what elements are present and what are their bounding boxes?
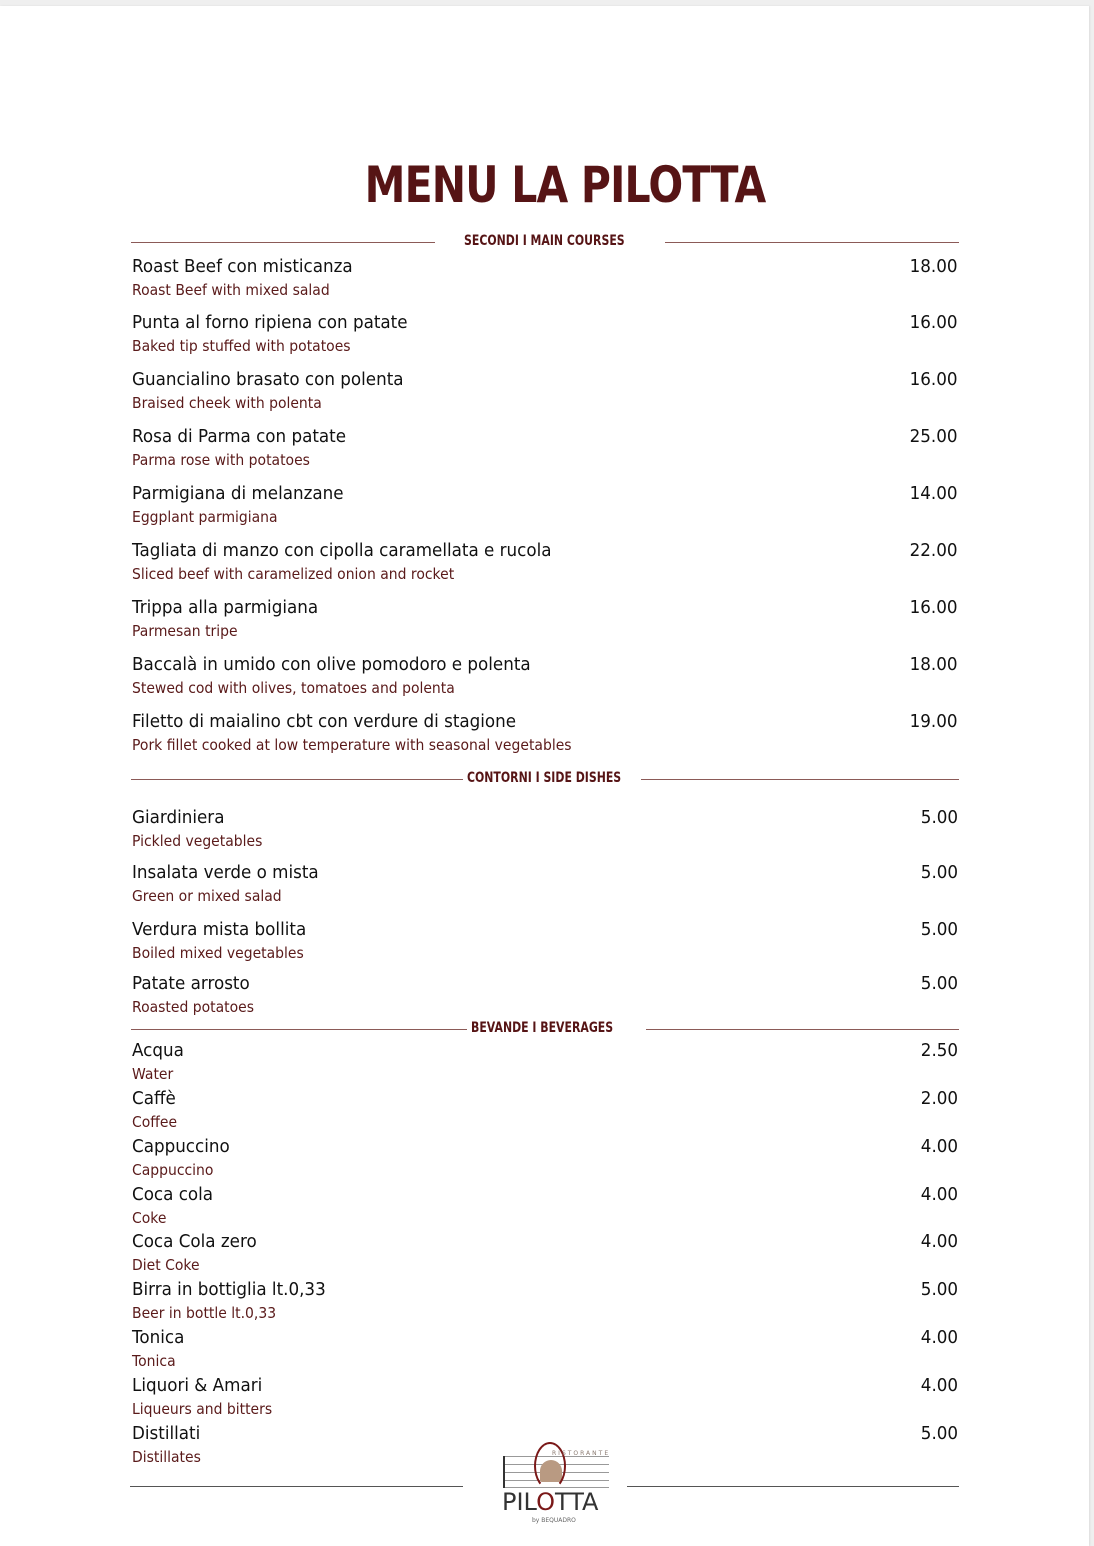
item-price: 5.00 (920, 919, 958, 940)
item-price: 5.00 (920, 807, 958, 828)
item-name: Distillati (132, 1423, 201, 1444)
item-name: Insalata verde o mista (132, 862, 319, 883)
logo-tagline: RISTORANTE (552, 1450, 611, 1457)
item-price: 5.00 (920, 1423, 958, 1444)
item-name: Cappuccino (132, 1136, 230, 1157)
item-price: 19.00 (910, 711, 958, 732)
item-price: 25.00 (910, 426, 958, 447)
divider-right (665, 242, 959, 243)
item-price: 2.50 (920, 1040, 958, 1061)
item-description: Stewed cod with olives, tomatoes and polenta (132, 679, 455, 697)
item-name: Filetto di maialino cbt con verdure di stagione (132, 711, 517, 732)
menu-page (0, 6, 1089, 1546)
section-heading-main-courses (131, 233, 959, 253)
item-name: Caffè (132, 1088, 176, 1109)
item-description: Distillates (132, 1448, 201, 1466)
item-name: Patate arrosto (132, 973, 250, 994)
item-name: Coca Cola zero (132, 1231, 257, 1252)
item-name: Guancialino brasato con polenta (132, 369, 404, 390)
section-heading-beverages (131, 1020, 959, 1040)
item-description: Eggplant parmigiana (132, 508, 278, 526)
logo-brand-prefix: PIL (502, 1488, 537, 1516)
item-description: Coffee (132, 1113, 178, 1131)
item-price: 5.00 (920, 973, 958, 994)
section-title: CONTORNI I SIDE DISHES (467, 770, 622, 786)
item-name: Tagliata di manzo con cipolla caramellata e rucola (132, 540, 552, 561)
item-price: 4.00 (920, 1375, 958, 1396)
item-price: 4.00 (920, 1327, 958, 1348)
item-price: 22.00 (910, 540, 958, 561)
item-description: Water (132, 1065, 174, 1083)
item-description: Boiled mixed vegetables (132, 944, 304, 962)
item-name: Verdura mista bollita (132, 919, 307, 940)
item-description: Green or mixed salad (132, 887, 282, 905)
item-description: Coke (132, 1209, 167, 1227)
section-title: BEVANDE I BEVERAGES (471, 1020, 614, 1036)
item-name: Birra in bottiglia lt.0,33 (132, 1279, 326, 1300)
section-title: SECONDI I MAIN COURSES (464, 233, 625, 249)
item-description: Cappuccino (132, 1161, 214, 1179)
divider-left (131, 1029, 467, 1030)
item-name: Coca cola (132, 1184, 214, 1205)
item-price: 4.00 (920, 1184, 958, 1205)
footer-divider-right (627, 1486, 959, 1487)
item-name: Liquori & Amari (132, 1375, 263, 1396)
item-price: 5.00 (920, 862, 958, 883)
divider-left (131, 779, 463, 780)
item-name: Punta al forno ripiena con patate (132, 312, 408, 333)
item-name: Rosa di Parma con patate (132, 426, 347, 447)
item-name: Parmigiana di melanzane (132, 483, 344, 504)
staff-bar-icon (503, 1456, 505, 1488)
divider-right (641, 779, 959, 780)
item-name: Tonica (132, 1327, 185, 1348)
logo-brand-o: O (536, 1488, 555, 1516)
item-description: Tonica (132, 1352, 176, 1370)
item-price: 4.00 (920, 1231, 958, 1252)
section-heading-side-dishes (131, 770, 959, 790)
item-description: Parmesan tripe (132, 622, 238, 640)
item-description: Beer in bottle lt.0,33 (132, 1304, 277, 1322)
item-name: Baccalà in umido con olive pomodoro e polenta (132, 654, 531, 675)
item-price: 5.00 (920, 1279, 958, 1300)
footer-divider-left (130, 1486, 463, 1487)
item-description: Pickled vegetables (132, 832, 263, 850)
page-title: MENU LA PILOTTA (364, 156, 766, 214)
item-description: Sliced beef with caramelized onion and rocket (132, 565, 455, 583)
logo-brand-suffix: TTA (554, 1488, 599, 1516)
item-price: 2.00 (920, 1088, 958, 1109)
logo-byline: by BEQUADRO (532, 1517, 576, 1524)
restaurant-logo (500, 1442, 615, 1534)
item-price: 16.00 (910, 597, 958, 618)
item-description: Diet Coke (132, 1256, 200, 1274)
item-description: Roast Beef with mixed salad (132, 281, 330, 299)
divider-right (646, 1029, 959, 1030)
item-description: Baked tip stuffed with potatoes (132, 337, 351, 355)
item-name: Trippa alla parmigiana (132, 597, 319, 618)
item-name: Acqua (132, 1040, 184, 1061)
item-description: Liqueurs and bitters (132, 1400, 273, 1418)
item-description: Braised cheek with polenta (132, 394, 322, 412)
divider-left (131, 242, 435, 243)
item-price: 18.00 (910, 256, 958, 277)
item-name: Roast Beef con misticanza (132, 256, 353, 277)
item-price: 16.00 (910, 312, 958, 333)
item-description: Roasted potatoes (132, 998, 255, 1016)
item-price: 18.00 (910, 654, 958, 675)
item-name: Giardiniera (132, 807, 225, 828)
item-description: Pork fillet cooked at low temperature with seasonal vegetables (132, 736, 572, 754)
logo-brand (502, 1488, 598, 1516)
item-price: 16.00 (910, 369, 958, 390)
item-price: 14.00 (910, 483, 958, 504)
item-price: 4.00 (920, 1136, 958, 1157)
item-description: Parma rose with potatoes (132, 451, 310, 469)
